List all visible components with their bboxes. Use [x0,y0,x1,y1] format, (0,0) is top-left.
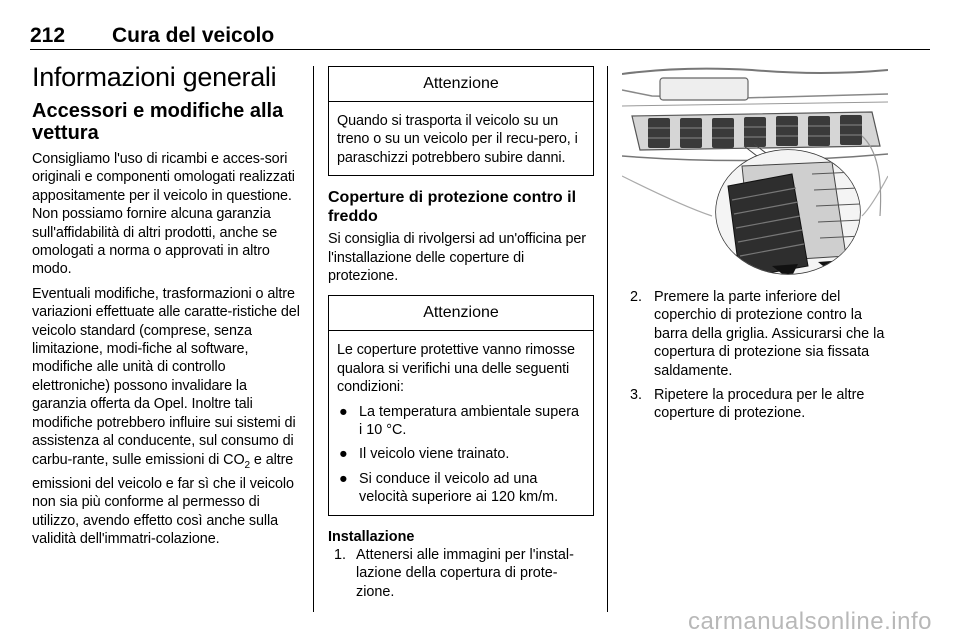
warning-text: Quando si trasporta il veicolo su un treno o su un veicolo per il recu-pero, i paraschizzi potrebbero subire danni. [337,113,578,166]
step-text: Ripetere la procedura per le altre coperture di protezione. [654,387,865,422]
step-1 [332,546,594,601]
main-title: Informazioni generali [32,62,277,92]
header-rule [30,49,930,50]
column-divider-1 [313,66,314,612]
cold-covers-heading: Coperture di protezione contro il freddo [328,189,577,226]
cold-covers-paragraph: Si consiglia di rivolgersi ad un'officina per l'installazione delle coperture di protezione. [328,231,586,285]
warning-title: Attenzione [329,296,593,331]
section-title: Cura del veicolo [112,24,275,47]
bullet-item [337,445,585,463]
warning-body [329,102,593,175]
column-3 [622,66,888,429]
bullet-symbol: ● [339,403,348,420]
column-2 [328,66,594,607]
bullet-symbol: ● [339,446,348,463]
paragraph-modifications-post: e altre emissioni del veicolo e far sì che il veicolo non sia più conforme al permesso di utilizzo, avendo effetto così anche sulla validità dell'immatri-colazione. [32,451,294,547]
bullet-symbol: ● [339,470,348,487]
subtitle: Accessori e modifiche alla vettura [32,100,284,144]
warning-title: Attenzione [329,67,593,102]
bullet-text: Il veicolo viene trainato. [359,446,510,463]
step-3 [628,386,888,423]
warning-body [329,331,593,514]
bullet-text: Si conduce il veicolo ad una velocità superiore ai 120 km/m. [359,470,559,506]
paragraph-modifications [32,285,300,549]
illustration-svg [622,66,888,280]
paragraph-modifications-pre: Eventuali modifiche, trasformazioni o altre variazioni effettuate alle caratte-ristiche del veicolo standard (comprese, senza limitazione, modi-fiche al software, modifiche alle unità di controllo elettroniche) possono invalidare la garanzia offerta da Opel. Inoltre tali modifiche potrebbero influire sui sistemi di assistenza al conducente, sul consumo di carbu-rante, sulle emissioni di CO [32,285,300,468]
column-1 [32,62,300,554]
step-number: 2. [630,289,643,305]
page-header [30,20,930,52]
warning-box-covers [328,295,594,515]
warning-box-transport [328,66,594,176]
paragraph-accessories: Consigliamo l'uso di ricambi e acces-sori originali e componenti omologati realizzati appositamente per il veicolo in questione. Non possiamo fornire alcuna garanzia sull'affidabilità di altri prodotti, anche se omologati a norma o approvati in altro modo. [32,151,295,278]
bullet-item [337,403,585,440]
column-divider-2 [607,66,608,612]
step-number: 1. [334,546,347,563]
grille-cover-illustration [622,66,888,280]
co2-subscript: 2 [244,459,251,471]
step-number: 3. [630,387,643,404]
warning-intro: Le coperture protettive vanno rimosse qualora si verifichi una delle seguenti condizioni: [337,342,575,396]
bullet-item [337,470,585,507]
step-text: Attenersi alle immagini per l'instal-lazione della copertura di prote-zione. [356,546,574,600]
step-text: Premere la parte inferiore del coperchio di protezione contro la barra della griglia. Assicurarsi che la copertura di protezione sia fissata saldamente. [654,289,885,379]
install-heading: Installazione [328,528,415,545]
bullet-text: La temperatura ambientale supera i 10 °C. [359,403,579,439]
watermark: carmanualsonline.info [688,608,932,635]
step-2 [628,288,888,380]
page-number: 212 [30,24,66,47]
